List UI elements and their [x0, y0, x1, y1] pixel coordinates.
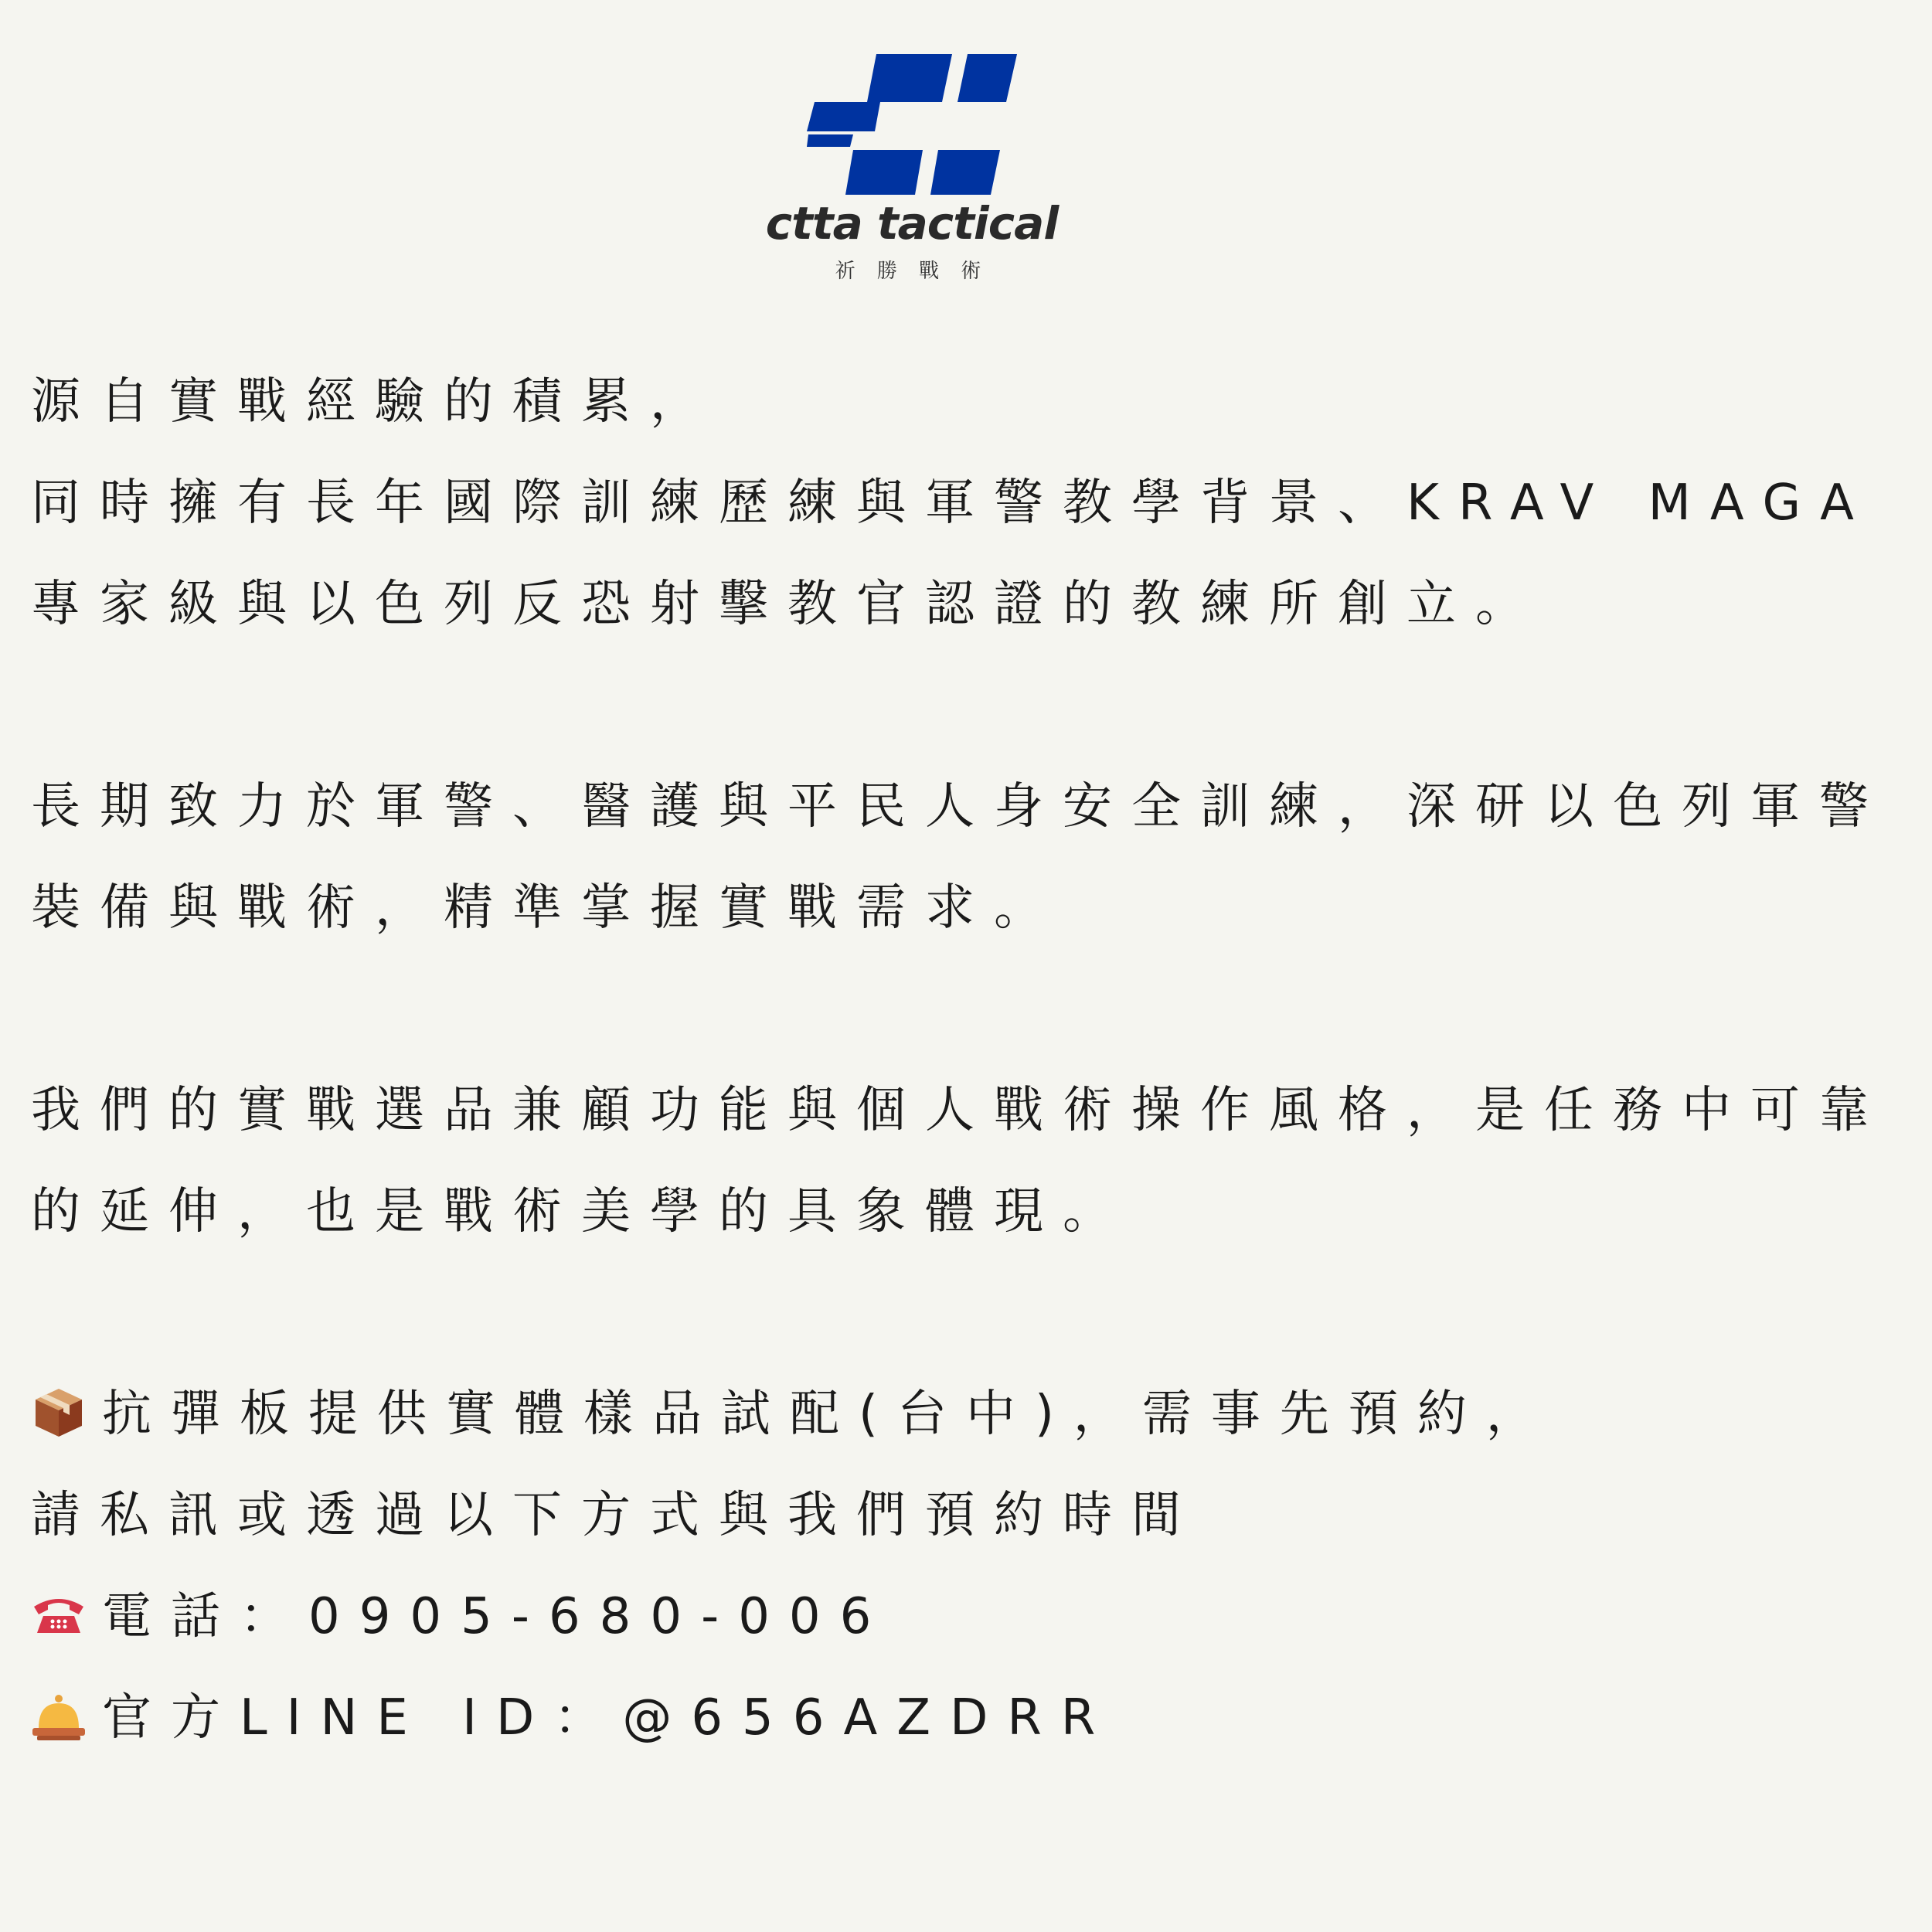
spacer — [31, 1263, 1917, 1364]
brand-logo — [757, 46, 1066, 294]
products-line-1: 我們的實戰選品兼顧功能與個人戰術操作風格，是任務中可靠 — [31, 1082, 1888, 1139]
intro-line-2: 同時擁有長年國際訓練歷練與軍警教學背景、KRAV MAGA — [31, 474, 1873, 532]
bell-icon — [31, 1688, 87, 1743]
telephone-icon — [31, 1587, 87, 1642]
intro-line-1: 源自實戰經驗的積累， — [31, 373, 719, 430]
mission-line-2: 裝備與戰術，精準掌握實戰需求。 — [31, 879, 1063, 937]
spacer — [31, 959, 1917, 1060]
mission-line-1: 長期致力於軍警、醫護與平民人身安全訓練，深研以色列軍警 — [31, 778, 1888, 835]
intro-line-3: 專家級與以色列反恐射擊教官認證的教練所創立。 — [31, 576, 1544, 633]
body-text — [31, 352, 1917, 1769]
phone-text: 電話：0905-680-006 — [102, 1588, 891, 1645]
spacer — [31, 655, 1917, 757]
line-id-text: 官方LINE ID：@656AZDRR — [102, 1689, 1115, 1747]
brand-wordmark: ctta tactical — [765, 197, 1059, 250]
brand-subtitle: 祈 勝 戰 術 — [835, 260, 989, 283]
contact-text-1: 抗彈板提供實體樣品試配(台中)，需事先預約， — [102, 1386, 1555, 1443]
products-line-2: 的延伸，也是戰術美學的具象體現。 — [31, 1183, 1131, 1240]
phone-line — [31, 1566, 1917, 1668]
contact-line-1 — [31, 1364, 1917, 1465]
ctta-logo-mark — [807, 54, 1017, 202]
package-icon — [31, 1384, 87, 1440]
line-id-line — [31, 1668, 1917, 1769]
contact-line-2: 請私訊或透過以下方式與我們預約時間 — [31, 1487, 1200, 1544]
